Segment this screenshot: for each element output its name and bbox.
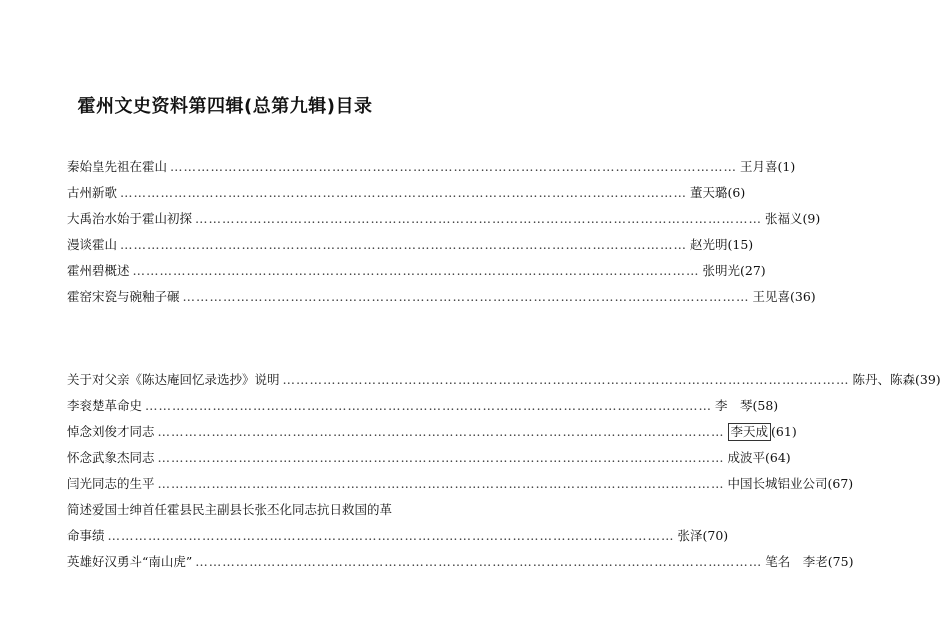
leader-dots: ……………………………………………………………………………………………………………… — [157, 424, 725, 439]
entry-title: 霍州碧概述 — [67, 263, 130, 278]
leader-dots: ……………………………………………………………………………………………………………… — [157, 450, 725, 465]
toc-entry — [67, 419, 797, 445]
entry-title: 英雄好汉勇斗“南山虎” — [67, 554, 193, 569]
toc-section-1 — [67, 154, 821, 310]
entry-author: 王月喜(1) — [740, 159, 796, 174]
entry-title: 秦始皇先祖在霍山 — [67, 159, 168, 174]
toc-entry — [67, 393, 779, 419]
toc-entry — [67, 206, 821, 232]
page-title: 霍州文史资料第四辑(总第九辑)目录 — [77, 96, 373, 117]
entry-title: 漫谈霍山 — [67, 237, 118, 252]
toc-entry — [67, 445, 791, 471]
entry-title: 闫光同志的生平 — [67, 476, 155, 491]
entry-author: 赵光明(15) — [690, 237, 754, 252]
entry-author: 董天璐(6) — [690, 185, 746, 200]
entry-author: 陈丹、陈森(39) — [852, 372, 941, 387]
toc-entry — [67, 258, 766, 284]
entry-author — [728, 419, 797, 445]
entry-author: 王见喜(36) — [752, 289, 816, 304]
entry-title: 悼念刘俊才同志 — [67, 424, 155, 439]
toc-entry — [67, 471, 854, 497]
entry-author: 张福义(9) — [765, 211, 821, 226]
leader-dots: ……………………………………………………………………………………………………………… — [170, 159, 738, 174]
toc-entry — [67, 284, 816, 310]
entry-author: 李 琴(58) — [715, 398, 779, 413]
entry-title: 关于对父亲《陈达庵回忆录选抄》说明 — [67, 372, 280, 387]
leader-dots: ……………………………………………………………………………………………………………… — [195, 554, 763, 569]
toc-entry — [67, 180, 746, 206]
leader-dots: ……………………………………………………………………………………………………………… — [182, 289, 750, 304]
entry-title: 大禹治水始于霍山初探 — [67, 211, 193, 226]
toc-section-2 — [67, 367, 941, 575]
leader-dots: ……………………………………………………………………………………………………………… — [145, 398, 713, 413]
boxed-author-name: 李天成 — [728, 423, 772, 441]
leader-dots: ……………………………………………………………………………………………………………… — [120, 237, 688, 252]
entry-title: 霍窑宋瓷与碗釉子碾 — [67, 289, 180, 304]
leader-dots: ……………………………………………………………………………………………………………… — [282, 372, 850, 387]
toc-entry — [67, 549, 854, 575]
entry-author: 成波平(64) — [727, 450, 791, 465]
entry-page: (61) — [771, 424, 797, 439]
entry-title-line-2: 命事绩 — [67, 528, 105, 543]
toc-entry — [67, 232, 754, 258]
entry-author: 中国长城铝业公司(67) — [727, 476, 854, 491]
entry-title: 古州新歌 — [67, 185, 118, 200]
entry-author: 张明光(27) — [702, 263, 766, 278]
entry-title: 怀念武象杰同志 — [67, 450, 155, 465]
leader-dots: ……………………………………………………………………………………………………………… — [195, 211, 763, 226]
leader-dots: ……………………………………………………………………………………………………………… — [157, 476, 725, 491]
entry-title-line-1: 简述爱国士绅首任霍县民主副县长张丕化同志抗日救国的革 — [67, 502, 393, 517]
leader-dots: ……………………………………………………………………………………………………………… — [107, 528, 675, 543]
entry-title: 李衮楚革命史 — [67, 398, 143, 413]
toc-entry — [67, 154, 796, 180]
entry-author: 张泽(70) — [677, 528, 729, 543]
toc-entry — [67, 367, 941, 393]
leader-dots: ……………………………………………………………………………………………………………… — [132, 263, 700, 278]
leader-dots: ……………………………………………………………………………………………………………… — [120, 185, 688, 200]
entry-author: 笔名 李老(75) — [765, 554, 854, 569]
toc-entry — [67, 523, 729, 549]
